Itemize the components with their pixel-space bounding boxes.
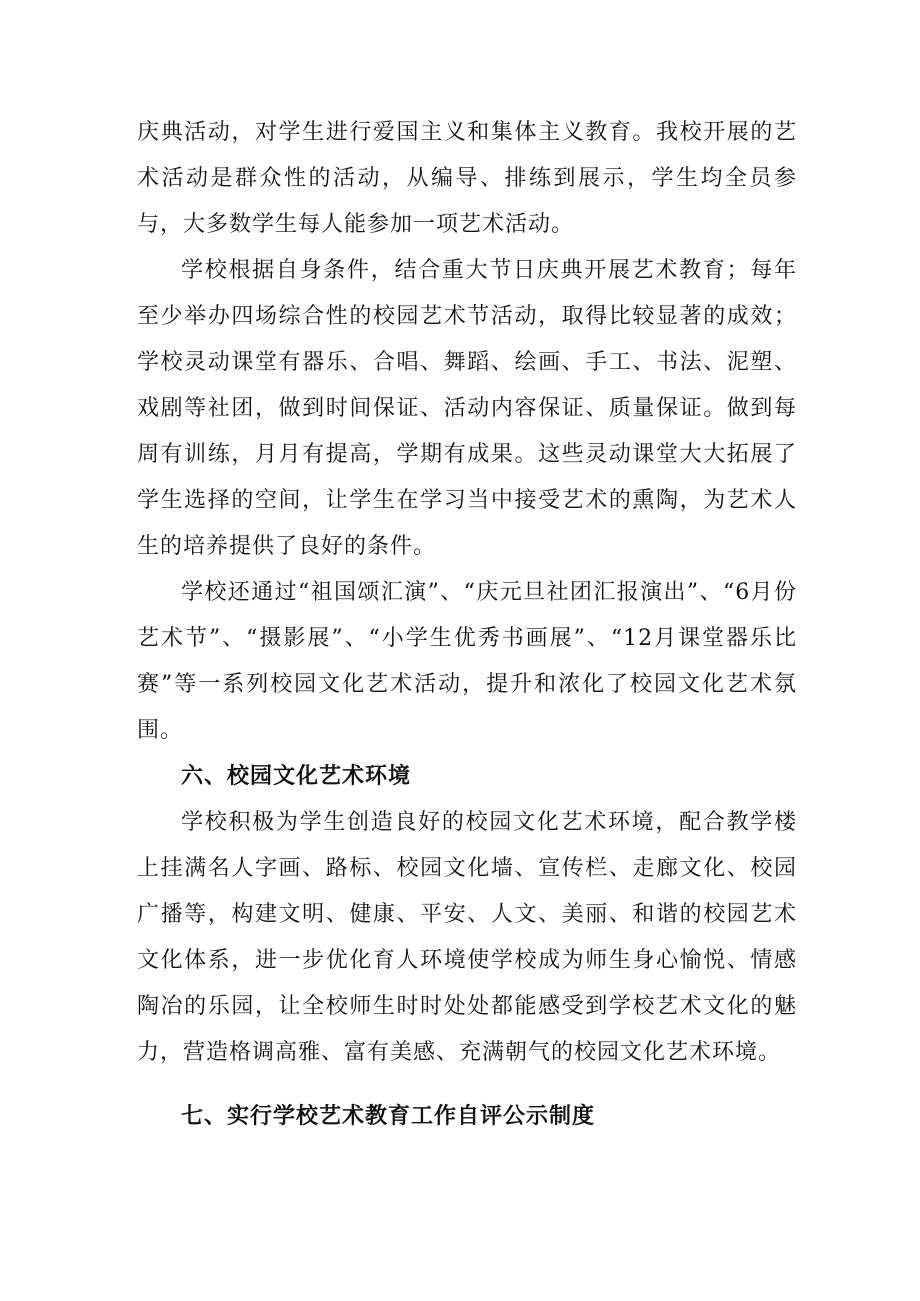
paragraph-continuation: 庆典活动，对学生进行爱国主义和集体主义教育。我校开展的艺术活动是群众性的活动，从编导、排练到展示，学生均全员参与，大多数学生每人能参加一项艺术活动。 xyxy=(137,120,797,237)
document-body xyxy=(137,110,797,1140)
section-heading-6: 六、校园文化艺术环境 xyxy=(181,764,412,789)
paragraph-art-education-activities: 学校根据自身条件，结合重大节日庆典开展艺术教育；每年至少举办四场综合性的校园艺术节活动，取得比较显著的成效；学校灵动课堂有器乐、合唱、舞蹈、绘画、手工、书法、泥塑、戏剧等社团，做到时间保证、活动内容保证、质量保证。做到每周有训练，月月有提高，学期有成果。这些灵动课堂大大拓展了学生选择的空间，让学生在学习当中接受艺术的熏陶，为艺术人生的培养提供了良好的条件。 xyxy=(137,258,797,559)
paragraph-campus-culture-events: 学校还通过“祖国颂汇演”、“庆元旦社团汇报演出”、“6月份艺术节”、“摄影展”、“小学生优秀书画展”、“12月课堂器乐比赛”等一系列校园文化艺术活动，提升和浓化了校园文化艺术氛围。 xyxy=(137,580,797,743)
paragraph-campus-environment: 学校积极为学生创造良好的校园文化艺术环境，配合教学楼上挂满名人字画、路标、校园文化墙、宣传栏、走廊文化、校园广播等，构建文明、健康、平安、人文、美丽、和谐的校园艺术文化体系，进一步优化育人环境使学校成为师生身心愉悦、情感陶冶的乐园，让全校师生时时处处都能感受到学校艺术文化的魅力，营造格调高雅、富有美感、充满朝气的校园文化艺术环境。 xyxy=(137,810,797,1065)
section-heading-7: 七、实行学校艺术教育工作自评公示制度 xyxy=(181,1104,596,1129)
